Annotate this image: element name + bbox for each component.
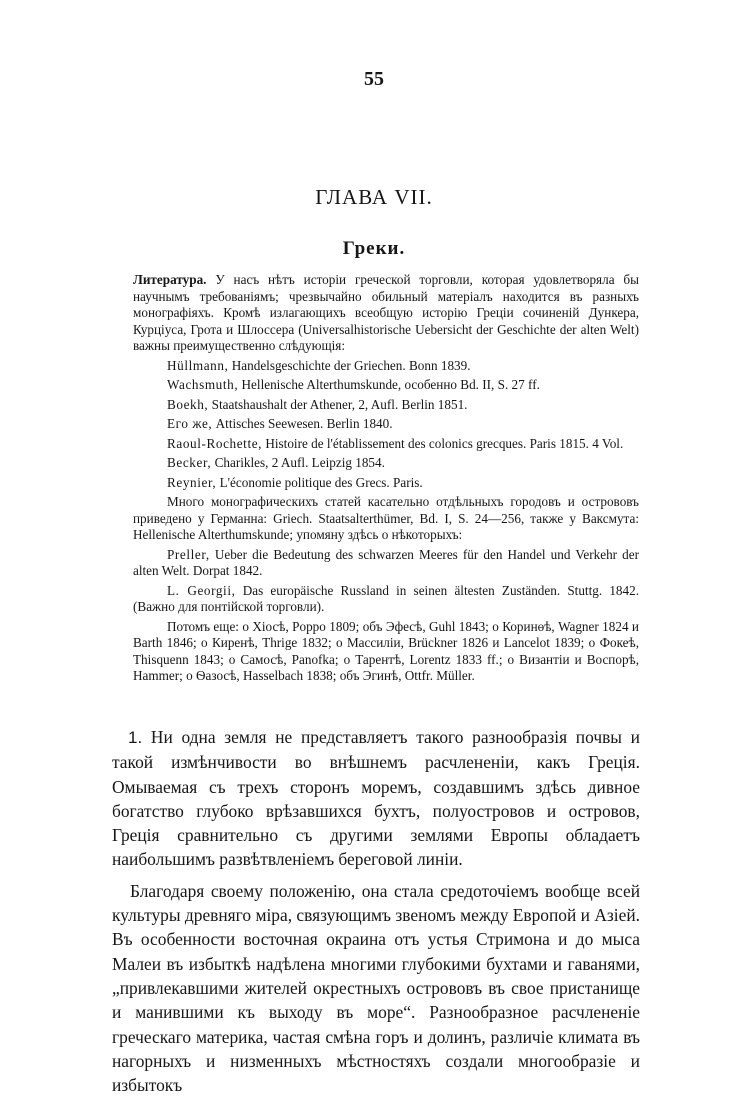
literature-entry xyxy=(133,416,639,433)
entry-author: Reynier, xyxy=(167,474,217,490)
entry-text: Attisches Seewesen. Berlin 1840. xyxy=(212,416,393,431)
literature-further: Потомъ еще: о Хіосѣ, Poppo 1809; объ Эфесѣ, Guhl 1843; о Коринѳѣ, Wagner 1824 и Barth 1846; о Киренѣ, Thrige 1832; о Массиліи, Brückner 1826 и Lancelot 1839; о Фокеѣ, Thisquenn 1843; о Самосѣ, Panofka; о Тарентѣ, Lorentz 1833 ff.; о Византіи и Воспорѣ, Hammer; о Ѳазосѣ, Hasselbach 1838; объ Эгинѣ, Ottfr. Müller. xyxy=(133,618,639,683)
literature-entry xyxy=(133,583,639,616)
literature-entry xyxy=(133,547,639,580)
literature-intro xyxy=(133,272,639,355)
entry-text: L'économie politique des Grecs. Paris. xyxy=(216,474,423,490)
entry-text: Das europäische Russland in seinen ältesten Zuständen. Stuttg. 1842. (Важно для понтійской торговли). xyxy=(133,582,640,614)
entry-author: Hüllmann, xyxy=(167,357,229,373)
entry-text: Histoire de l'établissement des colonics grecques. Paris 1815. 4 Vol. xyxy=(262,435,624,451)
entry-author: Wachsmuth, xyxy=(167,377,239,392)
entry-text: Handelsgeschichte der Griechen. Bonn 1839. xyxy=(228,357,471,373)
literature-entry xyxy=(133,475,639,492)
main-text xyxy=(112,725,640,1104)
literature-entry xyxy=(133,397,639,414)
paragraph-1-text: Ни одна земля не представляетъ такого разнообразія почвы и такой измѣнчивости во внѣшнемъ расчлененіи, какъ Греція. Омываемая съ трехъ сторонъ моремъ, создавшимъ здѣсь дивное богатство глубоко врѣзавшихся бухтъ, полуостровов и островов, Греція сравнительно съ другими землями Европы обладаетъ наибольшимъ развѣтвленіемъ береговой линіи. xyxy=(112,727,640,870)
entry-text: Staatshaushalt der Athener, 2, Aufl. Berlin 1851. xyxy=(208,396,468,412)
section-title: Греки. xyxy=(342,238,406,259)
paragraph-number: 1. xyxy=(128,728,143,747)
literature-block xyxy=(133,272,639,688)
entry-text: Charikles, 2 Aufl. Leipzig 1854. xyxy=(211,455,385,470)
paragraph-1 xyxy=(112,725,640,872)
entry-author: Raoul-Rochette, xyxy=(167,435,263,451)
entry-text: Hellenische Alterthumskunde, особенно Bd. II, S. 27 ff. xyxy=(238,377,540,392)
literature-entry xyxy=(133,358,639,375)
entry-author: Preller, xyxy=(167,546,210,562)
entry-author: Boekh, xyxy=(167,396,209,412)
literature-intro-text: У насъ нѣтъ исторіи греческой торговли, которая удовлетворяла бы научнымъ требованіямъ; чрезвычайно обильный матеріалъ находится въ разныхъ монографіяхъ. Кромѣ излагающихъ всеобщую исторію Греціи сочиненій Дункера, Курціуса, Грота и Шлоссера (Universalhistorische Uebersicht der Geschichte der alten Welt) важны преимущественно слѣдующія: xyxy=(133,272,639,353)
literature-entry xyxy=(133,436,639,453)
literature-entry xyxy=(133,377,639,394)
literature-lead: Литература. xyxy=(133,272,207,287)
entry-author: Becker, xyxy=(167,455,212,470)
literature-monographs: Много монографическихъ статей касательно отдѣльныхъ городовъ и острововъ приведено у Германна: Griech. Staatsalterthümer, Bd. I, S. 24—256, также у Ваксмута: Hellenische Alterthumskunde; упомяну здѣсь о нѣкоторыхъ: xyxy=(133,494,639,542)
chapter-title: ГЛАВА VII. xyxy=(315,185,433,209)
literature-entry xyxy=(133,455,639,472)
entry-text: Ueber die Bedeutung des schwarzen Meeres für den Handel und Verkehr der alten Welt. Dorpat 1842. xyxy=(133,546,639,578)
paragraph-2: Благодаря своему положенію, она стала средоточіемъ вообще всей культуры древняго міра, связующимъ звеномъ между Европой и Азіей. Въ особенности восточная окраина отъ устья Стримона и до мыса Малеи въ избыткѣ надѣлена многими глубокими бухтами и гаванями, „привлекавшими жителей окрестныхъ острововъ въ свое пристанище и манившими къ выходу въ море“. Разнообразное расчлененіе греческаго материка, частая смѣна горъ и долинъ, различіе климата въ нагорныхъ и низменныхъ мѣстностяхъ создали многообразіе и избытокъ xyxy=(112,880,640,1096)
page-number: 55 xyxy=(364,68,384,90)
entry-author: Его же, xyxy=(167,416,213,431)
entry-author: L. Georgii, xyxy=(167,582,236,598)
